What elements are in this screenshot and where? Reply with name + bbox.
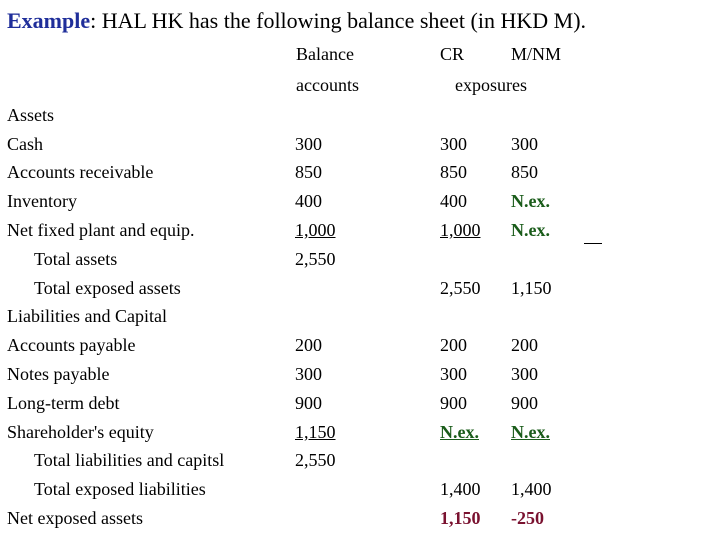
- balance-value: 850: [295, 162, 322, 182]
- cr-value: 400: [440, 191, 467, 211]
- row-label: Accounts receivable: [7, 162, 154, 182]
- mnm-value-not-exposed: N.ex.: [511, 422, 550, 442]
- table-row: [0, 278, 720, 306]
- mnm-value: 900: [511, 393, 538, 413]
- header-exposures: exposures: [455, 75, 527, 95]
- mnm-value: 300: [511, 134, 538, 154]
- cr-value: 2,550: [440, 278, 481, 298]
- row-label: Accounts payable: [7, 335, 136, 355]
- balance-value: 2,550: [295, 249, 336, 269]
- table-row: [0, 479, 720, 507]
- table-row: [0, 191, 720, 219]
- row-label: Assets: [7, 105, 55, 125]
- header-mnm: M/NM: [511, 44, 562, 64]
- mnm-value: 200: [511, 335, 538, 355]
- header-cr: CR: [440, 44, 465, 64]
- table-row: [0, 220, 720, 248]
- mnm-value-not-exposed: N.ex.: [511, 220, 550, 240]
- title-text: : HAL HK has the following balance sheet (in HKD M).: [90, 8, 587, 33]
- title-keyword: Example: [7, 8, 91, 33]
- row-label: Inventory: [7, 191, 77, 211]
- balance-value: 300: [295, 134, 322, 154]
- table-row: [0, 393, 720, 421]
- row-label: Net fixed plant and equip.: [7, 220, 195, 240]
- row-label: Long-term debt: [7, 393, 120, 413]
- balance-value: 200: [295, 335, 322, 355]
- table-row: [0, 508, 720, 536]
- row-label: Shareholder's equity: [7, 422, 154, 442]
- row-label: Cash: [7, 134, 43, 154]
- net-exposed-mnm-value: -250: [511, 508, 544, 528]
- table-row: [0, 335, 720, 363]
- slide-title: [7, 8, 586, 34]
- mnm-value-not-exposed: N.ex.: [511, 191, 550, 211]
- cr-value: 300: [440, 364, 467, 384]
- header-balance-line2: accounts: [296, 75, 359, 95]
- cr-value: 1,400: [440, 479, 481, 499]
- table-row: [0, 422, 720, 450]
- mnm-value: 850: [511, 162, 538, 182]
- table-row: [0, 105, 720, 133]
- balance-value: 1,000: [295, 220, 336, 240]
- balance-value: 300: [295, 364, 322, 384]
- row-label: Total exposed assets: [34, 278, 181, 298]
- table-row: [0, 162, 720, 190]
- cr-value-not-exposed: N.ex.: [440, 422, 479, 442]
- row-label: Total liabilities and capitsl: [34, 450, 225, 470]
- table-row: [0, 364, 720, 392]
- header-balance-line1: Balance: [296, 44, 354, 64]
- row-label: Liabilities and Capital: [7, 306, 167, 326]
- balance-value: 900: [295, 393, 322, 413]
- cr-value: 300: [440, 134, 467, 154]
- cr-value: 1,000: [440, 220, 481, 240]
- table-row: [0, 134, 720, 162]
- balance-value: 400: [295, 191, 322, 211]
- table-row: [0, 306, 720, 334]
- underline-mark: [584, 226, 602, 247]
- row-label: Total exposed liabilities: [34, 479, 206, 499]
- table-row: [0, 450, 720, 478]
- row-label: Notes payable: [7, 364, 110, 384]
- balance-value: 2,550: [295, 450, 336, 470]
- mnm-value: 1,150: [511, 278, 552, 298]
- cr-value: 900: [440, 393, 467, 413]
- table-row: [0, 249, 720, 277]
- cr-value: 200: [440, 335, 467, 355]
- row-label: Total assets: [34, 249, 118, 269]
- mnm-value: 300: [511, 364, 538, 384]
- row-label: Net exposed assets: [7, 508, 143, 528]
- mnm-value: 1,400: [511, 479, 552, 499]
- cr-value: 850: [440, 162, 467, 182]
- balance-value: 1,150: [295, 422, 336, 442]
- net-exposed-cr-value: 1,150: [440, 508, 481, 528]
